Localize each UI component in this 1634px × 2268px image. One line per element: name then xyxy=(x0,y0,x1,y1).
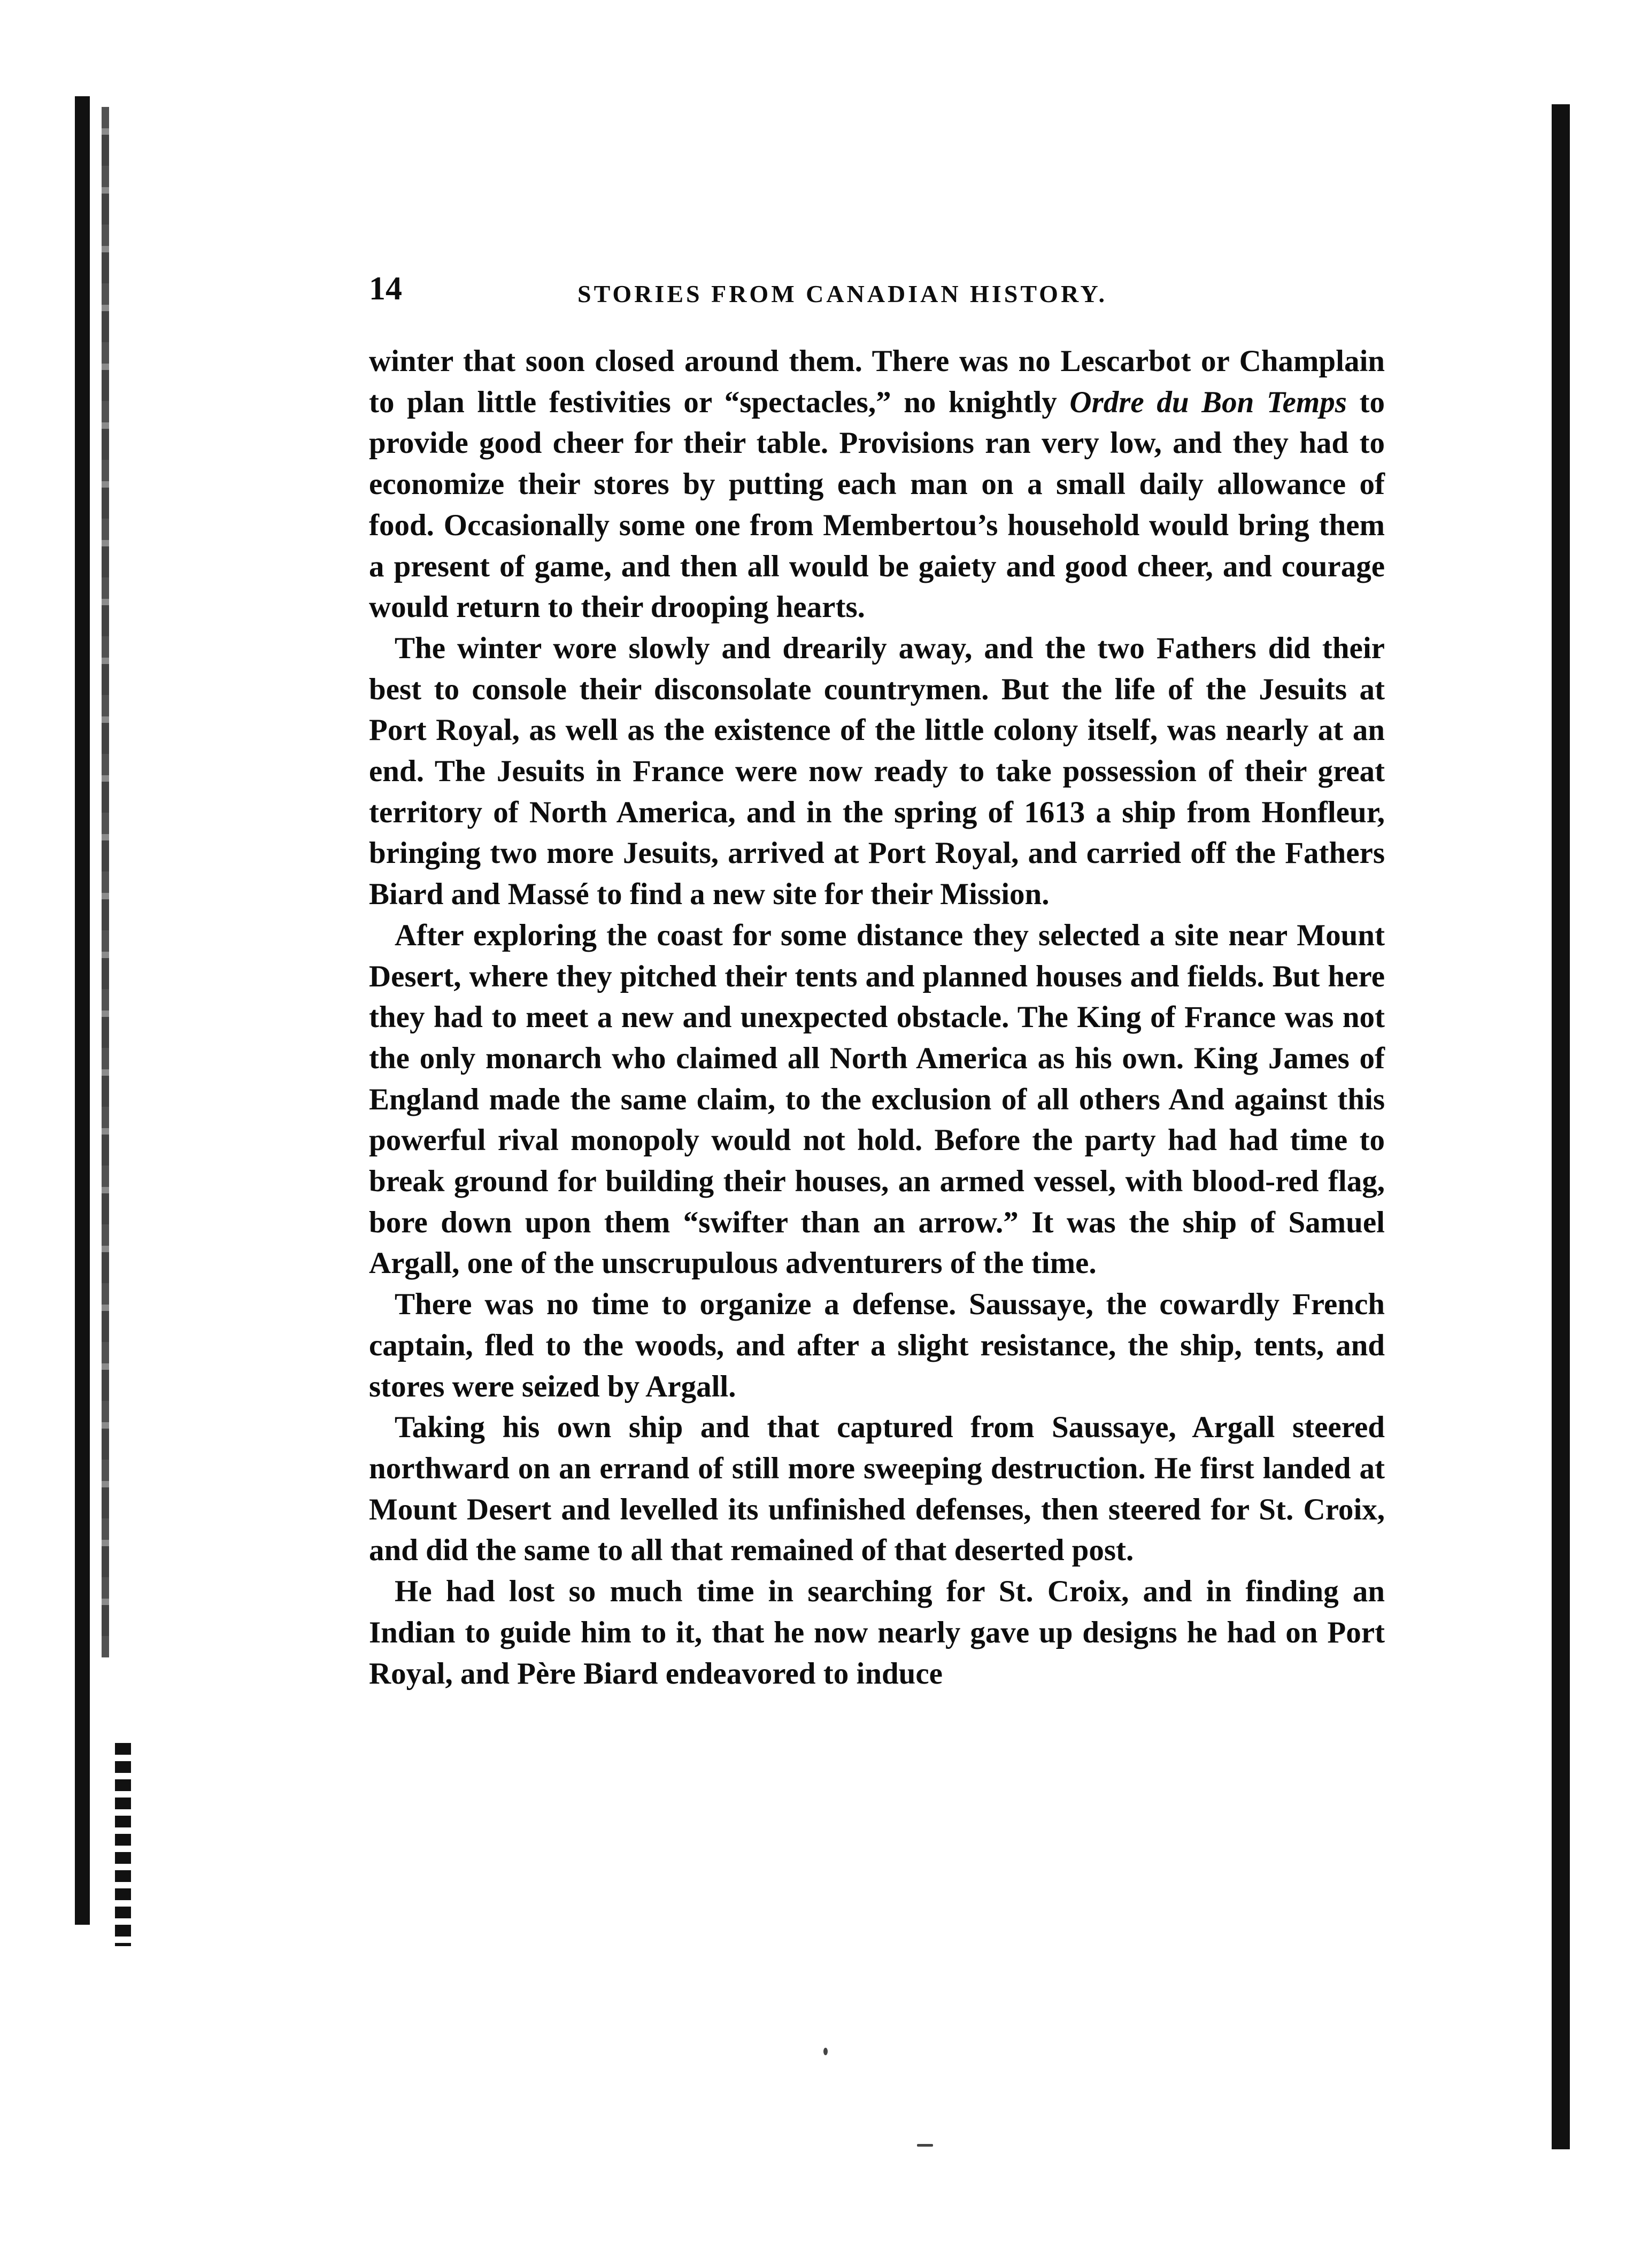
paragraph-5: Taking his own ship and that captured from Saussaye, Argall steered northward on an errand of still more sweeping destruction. He first landed at Mount Desert and levelled its unfinished defenses, then steered for St. Croix, and did the same to all that remained of that deserted post. xyxy=(369,1410,1385,1568)
scan-right-edge-shadow xyxy=(1552,104,1570,2149)
page-number: 14 xyxy=(369,271,402,307)
scan-left-edge-shadow xyxy=(75,96,90,1925)
paragraph-1 xyxy=(369,341,1385,628)
paragraph-1-italic-phrase: Ordre du Bon Temps xyxy=(1069,385,1347,419)
running-head xyxy=(369,270,1385,321)
running-title: STORIES FROM CANADIAN HISTORY. xyxy=(577,280,1108,307)
paragraph-3: After exploring the coast for some distance they selected a site near Mount Desert, where they pitched their tents and planned houses and fields. But here they had to meet a new and unexpected obstacle. The King of France was not the only monarch who claimed all North America as his own. King James of England made the same claim, to the exclusion of all others And against this powerful rival monopoly would not hold. Before the party had had time to break ground for building their houses, an armed vessel, with blood-red flag, bore down upon them “swifter than an arrow.” It was the ship of Samuel Argall, one of the unscrupulous adventurers of the time. xyxy=(369,918,1385,1280)
paragraph-1-text-after: to provide good cheer for their table. Provisions ran very low, and they had to economize their stores by putting each man on a small daily allowance of food. Occasionally some one from Membertou’s household would bring them a present of game, and then all would be gaiety and good cheer, and courage would return to their drooping hearts. xyxy=(369,385,1385,624)
body-text xyxy=(369,341,1385,1694)
book-page xyxy=(369,270,1385,1694)
scan-left-edge-streak xyxy=(102,107,109,1657)
scan-speck xyxy=(823,2048,828,2055)
scan-left-edge-marks xyxy=(115,1743,131,1946)
paragraph-2: The winter wore slowly and drearily away, and the two Fathers did their best to console their disconsolate countrymen. But the life of the Jesuits at Port Royal, as well as the existence of the little colony itself, was nearly at an end. The Jesuits in France were now ready to take possession of their great territory of North America, and in the spring of 1613 a ship from Honfleur, bringing two more Jesuits, arrived at Port Royal, and carried off the Fathers Biard and Massé to find a new site for their Mission. xyxy=(369,631,1385,912)
scan-speck xyxy=(917,2144,933,2147)
paragraph-1-text-before: winter that soon closed around them. There was no Lescarbot or Champlain to plan little festivities or “spectacles,” no knightly xyxy=(369,344,1385,419)
paragraph-4: There was no time to organize a defense. Saussaye, the cowardly French captain, fled to the woods, and after a slight resistance, the ship, tents, and stores were seized by Argall. xyxy=(369,1287,1385,1403)
paragraph-6: He had lost so much time in searching for St. Croix, and in finding an Indian to guide him to it, that he now nearly gave up designs he had on Port Royal, and Père Biard endeavored to induce xyxy=(369,1575,1385,1691)
